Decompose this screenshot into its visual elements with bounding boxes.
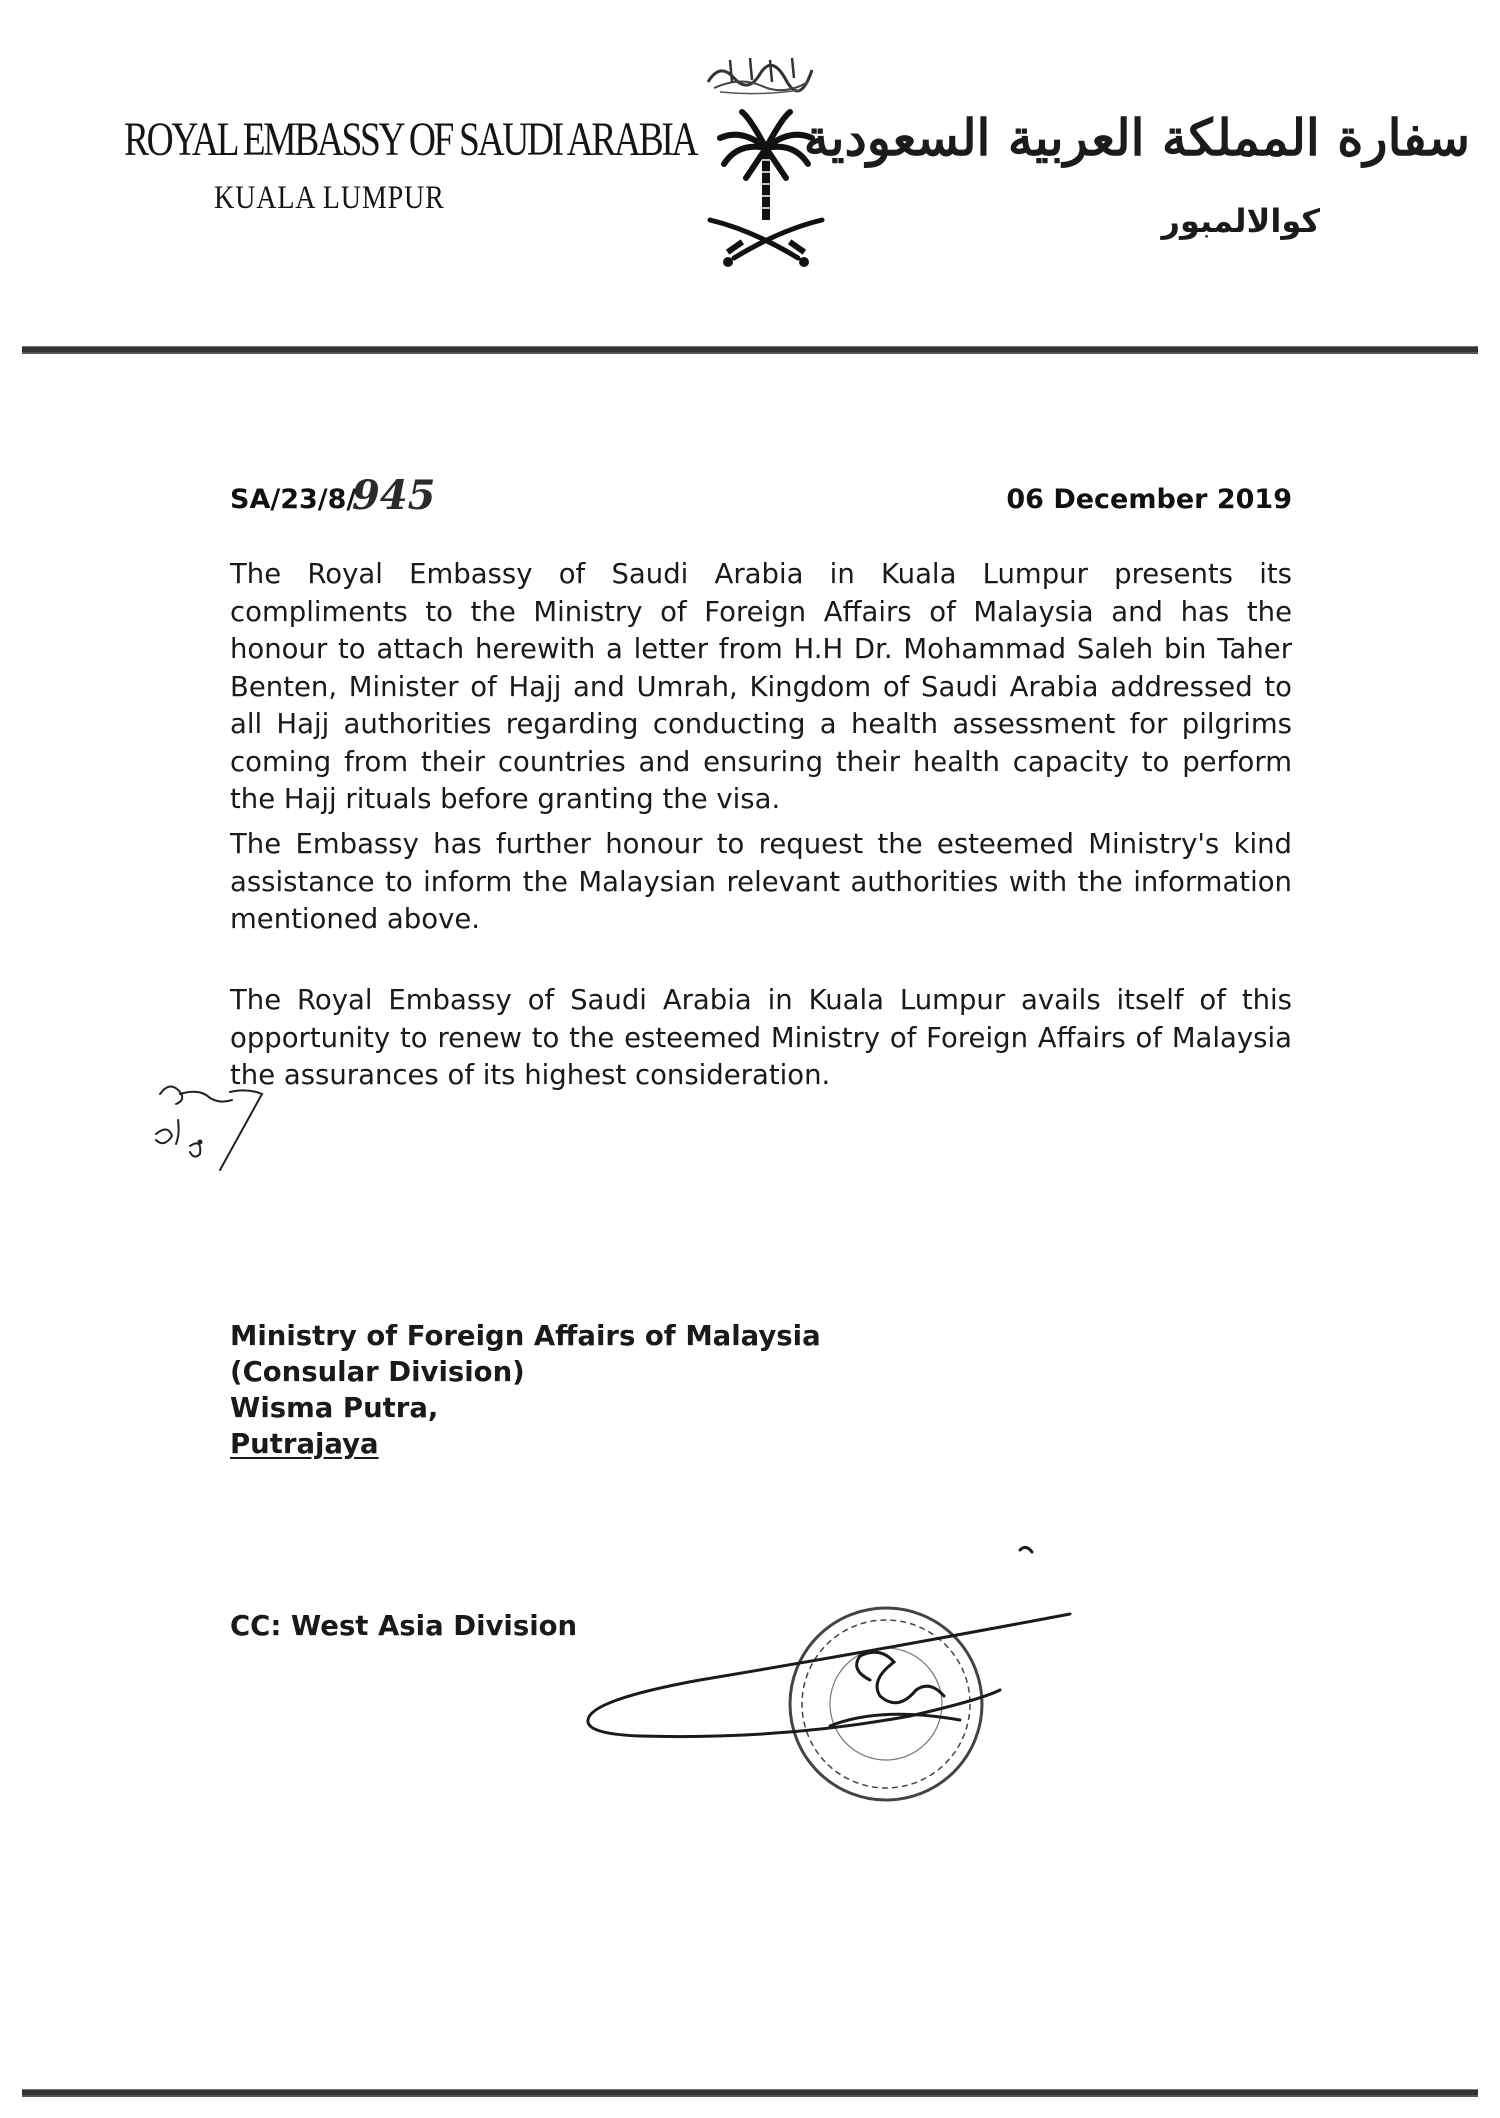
cc-line: CC: West Asia Division: [230, 1610, 578, 1642]
footer-divider: [22, 2089, 1478, 2097]
embassy-name-english: ROYAL EMBASSY OF SAUDI ARABIA: [124, 113, 697, 166]
letter-date: 06 December 2019: [1006, 484, 1292, 515]
body-paragraph: The Royal Embassy of Saudi Arabia in Kuala Lumpur presents its compliments to the Ministry of Foreign Affairs of Malaysia and has the honour to attach herewith a letter from H.H Dr. Mohammad Saleh bin Taher Benten, Minister of Hajj and Umrah, Kingdom of Saudi Arabia addressed to all Hajj authorities regarding conducting a health assessment for pilgrims coming from their countries and ensuring their health capacity to perform the Hajj rituals before granting the visa.: [230, 558, 1292, 815]
handwritten-initials-icon: [150, 1074, 280, 1174]
embassy-city-arabic: كوالالمبور: [1161, 202, 1320, 240]
reference-prefix: SA/23/8/: [230, 484, 357, 515]
reference-row: [230, 472, 1292, 526]
recipient-name: Ministry of Foreign Affairs of Malaysia: [230, 1320, 821, 1352]
recipient-division: (Consular Division): [230, 1356, 525, 1388]
embassy-name-arabic: سفارة المملكة العربية السعودية: [803, 108, 1470, 167]
recipient-city: Putrajaya: [230, 1428, 379, 1460]
embassy-city-english: KUALA LUMPUR: [214, 180, 445, 216]
recipient-building: Wisma Putra,: [230, 1392, 439, 1424]
body-paragraph: The Embassy has further honour to request the esteemed Ministry's kind assistance to inform the Malaysian relevant authorities with the information mentioned above.: [230, 828, 1292, 935]
body-paragraph: The Royal Embassy of Saudi Arabia in Kuala Lumpur avails itself of this opportunity to renew to the esteemed Ministry of Foreign Affairs of Malaysia the assurances of its highest consideration.: [230, 984, 1292, 1091]
basmala-calligraphy-icon: [700, 52, 820, 96]
reference-number-handwritten: 945: [352, 472, 436, 519]
official-seal-signature-icon: [580, 1530, 1080, 1810]
header-divider: [22, 346, 1478, 354]
